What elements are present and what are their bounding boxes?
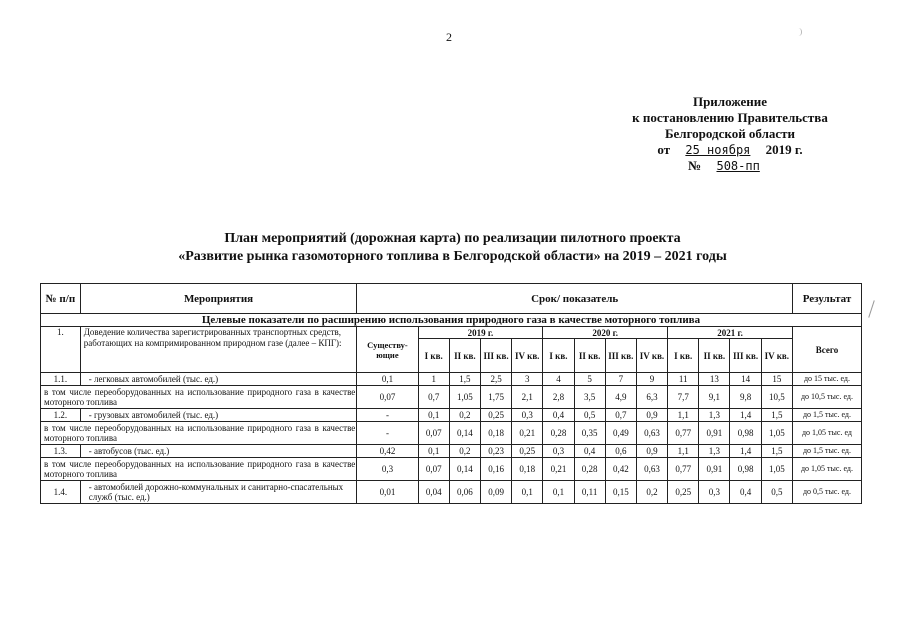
row-quarter-value: 1 [418, 373, 449, 386]
row-quarter-value: 2,1 [512, 386, 543, 409]
scan-mark [868, 300, 875, 317]
appendix-block [590, 94, 870, 174]
row-quarter-value: 0,18 [512, 458, 543, 481]
row-quarter-value: 0,1 [543, 481, 574, 504]
year-header: 2021 г. [668, 327, 793, 339]
row-quarter-value: 0,63 [636, 422, 667, 445]
quarter-header: III кв. [480, 339, 511, 373]
row-quarter-value: 6,3 [636, 386, 667, 409]
row-quarter-value: 7,7 [668, 386, 699, 409]
quarter-header: I кв. [543, 339, 574, 373]
row-quarter-value: 0,14 [449, 458, 480, 481]
row-quarter-value: 0,06 [449, 481, 480, 504]
section-row [41, 314, 862, 327]
row-quarter-value: 0,9 [636, 409, 667, 422]
row-quarter-value: 0,11 [574, 481, 605, 504]
data-rows [41, 373, 862, 504]
row-quarter-value: 0,98 [730, 422, 761, 445]
quarter-header: IV кв. [636, 339, 667, 373]
row-quarter-value: 1,4 [730, 445, 761, 458]
row-quarter-value: 0,91 [699, 458, 730, 481]
row-quarter-value: 0,1 [418, 445, 449, 458]
row-quarter-value: 0,9 [636, 445, 667, 458]
row-quarter-value: 0,91 [699, 422, 730, 445]
row-quarter-value: 9,8 [730, 386, 761, 409]
row-label: в том числе переоборудованных на использование природного газа в качестве моторного топлива [41, 458, 357, 481]
row-quarter-value: 0,42 [605, 458, 636, 481]
row-quarter-value: 15 [761, 373, 792, 386]
row-result: до 1,5 тыс. ед. [793, 409, 862, 422]
row-quarter-value: 1,5 [449, 373, 480, 386]
row-quarter-value: 0,7 [605, 409, 636, 422]
roadmap-table [40, 283, 862, 504]
row-quarter-value: 0,14 [449, 422, 480, 445]
quarter-header: II кв. [699, 339, 730, 373]
row-existing: - [357, 409, 418, 422]
quarter-header: II кв. [574, 339, 605, 373]
row-quarter-value: 0,04 [418, 481, 449, 504]
row-quarter-value: 2,8 [543, 386, 574, 409]
appendix-number: № 508-пп [590, 158, 870, 174]
row-quarter-value: 1,05 [449, 386, 480, 409]
row-num: 1.4. [41, 481, 81, 504]
row-result: до 0,5 тыс. ед. [793, 481, 862, 504]
row-quarter-value: 0,23 [480, 445, 511, 458]
row-quarter-value: 1,75 [480, 386, 511, 409]
row-quarter-value: 3 [512, 373, 543, 386]
row-existing: 0,42 [357, 445, 418, 458]
row-existing: 0,07 [357, 386, 418, 409]
row-quarter-value: 0,2 [449, 445, 480, 458]
row-quarter-value: 0,77 [668, 458, 699, 481]
row-quarter-value: 11 [668, 373, 699, 386]
row-quarter-value: 4,9 [605, 386, 636, 409]
row-quarter-value: 0,3 [512, 409, 543, 422]
row-quarter-value: 0,09 [480, 481, 511, 504]
row-quarter-value: 0,07 [418, 422, 449, 445]
appendix-date: от 25 ноября 2019 г. [657, 142, 803, 157]
row-quarter-value: 0,21 [543, 458, 574, 481]
date-handwritten: 25 ноября [685, 143, 751, 157]
row-result: до 1,05 тыс. ед. [793, 458, 862, 481]
item-num: 1. [41, 327, 81, 373]
row-quarter-value: 2,5 [480, 373, 511, 386]
row-quarter-value: 0,77 [668, 422, 699, 445]
row-quarter-value: 0,98 [730, 458, 761, 481]
row-existing: 0,1 [357, 373, 418, 386]
table-header [41, 284, 862, 314]
quarter-header: I кв. [418, 339, 449, 373]
row-quarter-value: 0,28 [574, 458, 605, 481]
row-result: до 15 тыс. ед. [793, 373, 862, 386]
row-label: - легковых автомобилей (тыс. ед.) [80, 373, 356, 386]
row-quarter-value: 0,2 [449, 409, 480, 422]
row-quarter-value: 5 [574, 373, 605, 386]
row-quarter-value: 0,25 [480, 409, 511, 422]
row-quarter-value: 0,5 [761, 481, 792, 504]
scan-mark [795, 28, 802, 36]
quarter-header: IV кв. [761, 339, 792, 373]
row-quarter-value: 1,05 [761, 458, 792, 481]
table-row [41, 409, 862, 422]
row-quarter-value: 0,6 [605, 445, 636, 458]
row-quarter-value: 0,3 [543, 445, 574, 458]
row-quarter-value: 0,4 [543, 409, 574, 422]
row-quarter-value: 0,15 [605, 481, 636, 504]
row-quarter-value: 0,2 [636, 481, 667, 504]
col-num-header: № п/п [41, 284, 81, 314]
row-quarter-value: 9 [636, 373, 667, 386]
row-quarter-value: 0,21 [512, 422, 543, 445]
page-number: 2 [446, 30, 452, 44]
table-row [41, 386, 862, 409]
row-quarter-value: 14 [730, 373, 761, 386]
row-quarter-value: 1,1 [668, 445, 699, 458]
col-term-header: Срок/ показатель [357, 284, 793, 314]
row-quarter-value: 1,3 [699, 409, 730, 422]
row-quarter-value: 1,5 [761, 409, 792, 422]
row-result: до 1,5 тыс. ед. [793, 445, 862, 458]
row-quarter-value: 1,5 [761, 445, 792, 458]
row-quarter-value: 3,5 [574, 386, 605, 409]
row-existing: 0,01 [357, 481, 418, 504]
row-quarter-value: 0,1 [418, 409, 449, 422]
row-label: в том числе переоборудованных на использование природного газа в качестве моторного топлива [41, 386, 357, 409]
row-quarter-value: 0,4 [574, 445, 605, 458]
total-header: Всего [793, 327, 862, 373]
year-header: 2019 г. [418, 327, 543, 339]
row-quarter-value: 0,35 [574, 422, 605, 445]
quarter-header: II кв. [449, 339, 480, 373]
row-quarter-value: 1,05 [761, 422, 792, 445]
number-handwritten: 508-пп [716, 159, 760, 173]
row-result: до 10,5 тыс. ед. [793, 386, 862, 409]
row-quarter-value: 0,25 [512, 445, 543, 458]
row-existing: 0,3 [357, 458, 418, 481]
existing-header: Существу-ющие [357, 327, 418, 373]
item-row [41, 327, 862, 339]
row-quarter-value: 0,63 [636, 458, 667, 481]
row-quarter-value: 1,4 [730, 409, 761, 422]
row-label: в том числе переоборудованных на использование природного газа в качестве моторного топлива [41, 422, 357, 445]
row-quarter-value: 0,49 [605, 422, 636, 445]
row-result: до 1,05 тыс. ед [793, 422, 862, 445]
row-quarter-value: 0,1 [512, 481, 543, 504]
row-quarter-value: 0,28 [543, 422, 574, 445]
quarter-header: III кв. [730, 339, 761, 373]
table-row [41, 445, 862, 458]
row-existing: - [357, 422, 418, 445]
row-quarter-value: 9,1 [699, 386, 730, 409]
col-result-header: Результат [793, 284, 862, 314]
title-line-2: «Развитие рынка газомоторного топлива в Белгородской области» на 2019 – 2021 годы [178, 249, 727, 264]
row-quarter-value: 0,16 [480, 458, 511, 481]
row-num: 1.1. [41, 373, 81, 386]
col-activity-header: Мероприятия [80, 284, 356, 314]
row-label: - автобусов (тыс. ед.) [80, 445, 356, 458]
quarter-header: I кв. [668, 339, 699, 373]
year-header: 2020 г. [543, 327, 668, 339]
row-quarter-value: 0,5 [574, 409, 605, 422]
row-label: - автомобилей дорожно-коммунальных и санитарно-спасательных служб (тыс. ед.) [80, 481, 356, 504]
row-quarter-value: 0,25 [668, 481, 699, 504]
row-quarter-value: 10,5 [761, 386, 792, 409]
table-row [41, 481, 862, 504]
row-quarter-value: 0,18 [480, 422, 511, 445]
item-text: Доведение количества зарегистрированных транспортных средств, работающих на компримированном природном газе (далее – КПГ): [80, 327, 356, 373]
row-quarter-value: 7 [605, 373, 636, 386]
title-line-1: План мероприятий (дорожная карта) по реализации пилотного проекта [224, 231, 681, 246]
row-label: - грузовых автомобилей (тыс. ед.) [80, 409, 356, 422]
row-quarter-value: 0,07 [418, 458, 449, 481]
quarter-header: III кв. [605, 339, 636, 373]
row-quarter-value: 1,1 [668, 409, 699, 422]
appendix-region: Белгородской области [664, 126, 796, 141]
document-title [100, 230, 805, 266]
row-quarter-value: 1,3 [699, 445, 730, 458]
row-quarter-value: 13 [699, 373, 730, 386]
row-quarter-value: 0,3 [699, 481, 730, 504]
section-title: Целевые показатели по расширению использования природного газа в качестве моторного топлива [41, 314, 862, 327]
quarter-header: IV кв. [512, 339, 543, 373]
appendix-title: Приложение [692, 94, 768, 109]
row-num: 1.3. [41, 445, 81, 458]
table-row [41, 422, 862, 445]
table-row [41, 373, 862, 386]
row-quarter-value: 0,4 [730, 481, 761, 504]
appendix-decree: к постановлению Правительства [632, 110, 828, 125]
table-row [41, 458, 862, 481]
row-quarter-value: 4 [543, 373, 574, 386]
row-quarter-value: 0,7 [418, 386, 449, 409]
row-num: 1.2. [41, 409, 81, 422]
